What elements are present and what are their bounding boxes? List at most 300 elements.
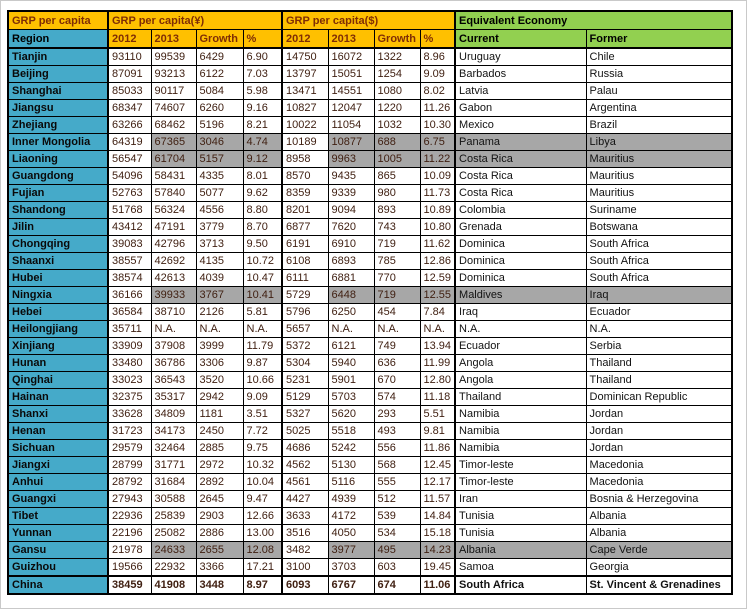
value-cell: 10.80 — [420, 219, 455, 236]
value-cell: 6111 — [282, 270, 328, 287]
value-cell: 11.86 — [420, 440, 455, 457]
table-row-heilongjiang — [8, 321, 732, 338]
region-cell: Chongqing — [8, 236, 108, 253]
value-cell: 12.45 — [420, 457, 455, 474]
value-cell: 3306 — [196, 355, 243, 372]
value-cell: 3767 — [196, 287, 243, 304]
economy-cell: Jordan — [586, 440, 732, 457]
value-cell: 1080 — [374, 83, 420, 100]
region-cell: Shanxi — [8, 406, 108, 423]
economy-cell: Albania — [586, 525, 732, 542]
value-cell: 9.12 — [243, 151, 282, 168]
value-cell: 4172 — [328, 508, 374, 525]
value-cell: 33023 — [108, 372, 151, 389]
value-cell: 31723 — [108, 423, 151, 440]
value-cell: 5242 — [328, 440, 374, 457]
value-cell: 7.72 — [243, 423, 282, 440]
value-cell: 6767 — [328, 576, 374, 594]
value-cell: 5.51 — [420, 406, 455, 423]
value-cell: 21978 — [108, 542, 151, 559]
economy-cell: Uruguay — [455, 48, 586, 66]
table-row-beijing — [8, 66, 732, 83]
economy-cell: Panama — [455, 134, 586, 151]
value-cell: 57840 — [151, 185, 196, 202]
column-header-2013-usd: 2013 — [328, 30, 374, 49]
value-cell: 5620 — [328, 406, 374, 423]
value-cell: 9094 — [328, 202, 374, 219]
value-cell: 8.01 — [243, 168, 282, 185]
value-cell: 2886 — [196, 525, 243, 542]
economy-cell: Dominica — [455, 270, 586, 287]
value-cell: 34809 — [151, 406, 196, 423]
economy-cell: Colombia — [455, 202, 586, 219]
value-cell: 12.80 — [420, 372, 455, 389]
value-cell: 770 — [374, 270, 420, 287]
economy-cell: Costa Rica — [455, 168, 586, 185]
value-cell: 43412 — [108, 219, 151, 236]
table-row-henan — [8, 423, 732, 440]
table-row-shanxi — [8, 406, 732, 423]
table-row-tibet — [8, 508, 732, 525]
value-cell: 11054 — [328, 117, 374, 134]
value-cell: 22196 — [108, 525, 151, 542]
value-cell: 93213 — [151, 66, 196, 83]
value-cell: 51768 — [108, 202, 151, 219]
value-cell: 17.21 — [243, 559, 282, 577]
value-cell: 674 — [374, 576, 420, 594]
value-cell: 10.72 — [243, 253, 282, 270]
economy-cell: Ecuador — [586, 304, 732, 321]
table-row-jilin — [8, 219, 732, 236]
column-header-growth-usd: Growth — [374, 30, 420, 49]
value-cell: 64319 — [108, 134, 151, 151]
column-header-2013-cny: 2013 — [151, 30, 196, 49]
region-cell: Shaanxi — [8, 253, 108, 270]
value-cell: 293 — [374, 406, 420, 423]
region-cell: Shanghai — [8, 83, 108, 100]
value-cell: 2892 — [196, 474, 243, 491]
value-cell: 12.86 — [420, 253, 455, 270]
value-cell: 38574 — [108, 270, 151, 287]
economy-cell: Maldives — [455, 287, 586, 304]
value-cell: 719 — [374, 287, 420, 304]
value-cell: 52763 — [108, 185, 151, 202]
economy-cell: Cape Verde — [586, 542, 732, 559]
economy-cell: Brazil — [586, 117, 732, 134]
value-cell: 495 — [374, 542, 420, 559]
region-cell: Ningxia — [8, 287, 108, 304]
value-cell: 556 — [374, 440, 420, 457]
value-cell: 5703 — [328, 389, 374, 406]
value-cell: 9.87 — [243, 355, 282, 372]
region-cell: Inner Mongolia — [8, 134, 108, 151]
value-cell: 5327 — [282, 406, 328, 423]
value-cell: 12.17 — [420, 474, 455, 491]
value-cell: 8.70 — [243, 219, 282, 236]
region-cell: China — [8, 576, 108, 594]
value-cell: 31684 — [151, 474, 196, 491]
value-cell: 10877 — [328, 134, 374, 151]
value-cell: 3977 — [328, 542, 374, 559]
value-cell: 8201 — [282, 202, 328, 219]
table-row-hainan — [8, 389, 732, 406]
value-cell: 12.55 — [420, 287, 455, 304]
group-header-equivalent-economy: Equivalent Economy — [455, 11, 732, 30]
value-cell: 14.84 — [420, 508, 455, 525]
value-cell: 38459 — [108, 576, 151, 594]
value-cell: 12.08 — [243, 542, 282, 559]
value-cell: 10.89 — [420, 202, 455, 219]
value-cell: 39083 — [108, 236, 151, 253]
value-cell: 534 — [374, 525, 420, 542]
value-cell: 9.09 — [243, 389, 282, 406]
economy-cell: Thailand — [586, 372, 732, 389]
value-cell: 3366 — [196, 559, 243, 577]
value-cell: 56547 — [108, 151, 151, 168]
value-cell: N.A. — [196, 321, 243, 338]
value-cell: 3046 — [196, 134, 243, 151]
table-row-gansu — [8, 542, 732, 559]
value-cell: 4939 — [328, 491, 374, 508]
value-cell: 29579 — [108, 440, 151, 457]
value-cell: 512 — [374, 491, 420, 508]
region-cell: Hunan — [8, 355, 108, 372]
value-cell: 5729 — [282, 287, 328, 304]
value-cell: 28799 — [108, 457, 151, 474]
value-cell: 11.57 — [420, 491, 455, 508]
value-cell: 14.23 — [420, 542, 455, 559]
value-cell: 11.62 — [420, 236, 455, 253]
value-cell: 670 — [374, 372, 420, 389]
value-cell: 4050 — [328, 525, 374, 542]
economy-cell: Thailand — [455, 389, 586, 406]
value-cell: 14750 — [282, 48, 328, 66]
region-cell: Shandong — [8, 202, 108, 219]
economy-cell: Palau — [586, 83, 732, 100]
value-cell: 5025 — [282, 423, 328, 440]
value-cell: 3516 — [282, 525, 328, 542]
value-cell: 6429 — [196, 48, 243, 66]
column-header-growth-cny: Growth — [196, 30, 243, 49]
table-row-hunan — [8, 355, 732, 372]
economy-cell: Mauritius — [586, 168, 732, 185]
group-header-grp-per-capita: GRP per capita($) — [282, 11, 455, 30]
value-cell: 2972 — [196, 457, 243, 474]
economy-cell: Timor-leste — [455, 457, 586, 474]
value-cell: 4561 — [282, 474, 328, 491]
table-row-shaanxi — [8, 253, 732, 270]
value-cell: 27943 — [108, 491, 151, 508]
economy-cell: Iraq — [455, 304, 586, 321]
value-cell: 5116 — [328, 474, 374, 491]
value-cell: 35317 — [151, 389, 196, 406]
column-header-pct-cny: % — [243, 30, 282, 49]
table-header — [8, 11, 732, 48]
value-cell: 6881 — [328, 270, 374, 287]
value-cell: 25082 — [151, 525, 196, 542]
value-cell: 3.51 — [243, 406, 282, 423]
value-cell: 6122 — [196, 66, 243, 83]
economy-cell: Dominica — [455, 236, 586, 253]
column-header-former: Former — [586, 30, 732, 49]
group-header-row — [8, 11, 732, 30]
value-cell: 8.02 — [420, 83, 455, 100]
value-cell: 42613 — [151, 270, 196, 287]
economy-cell: Macedonia — [586, 474, 732, 491]
value-cell: 493 — [374, 423, 420, 440]
value-cell: 36166 — [108, 287, 151, 304]
value-cell: N.A. — [151, 321, 196, 338]
economy-cell: Costa Rica — [455, 185, 586, 202]
economy-cell: Samoa — [455, 559, 586, 577]
value-cell: 12.59 — [420, 270, 455, 287]
value-cell: 54096 — [108, 168, 151, 185]
region-cell: Fujian — [8, 185, 108, 202]
value-cell: 12047 — [328, 100, 374, 117]
value-cell: 5657 — [282, 321, 328, 338]
economy-cell: Botswana — [586, 219, 732, 236]
value-cell: 11.22 — [420, 151, 455, 168]
value-cell: 14551 — [328, 83, 374, 100]
value-cell: 9.09 — [420, 66, 455, 83]
value-cell: 32464 — [151, 440, 196, 457]
value-cell: 5157 — [196, 151, 243, 168]
value-cell: 5.81 — [243, 304, 282, 321]
economy-cell: Russia — [586, 66, 732, 83]
value-cell: 2655 — [196, 542, 243, 559]
value-cell: N.A. — [328, 321, 374, 338]
value-cell: 13.00 — [243, 525, 282, 542]
table-row-xinjiang — [8, 338, 732, 355]
economy-cell: Georgia — [586, 559, 732, 577]
value-cell: 36786 — [151, 355, 196, 372]
value-cell: 4556 — [196, 202, 243, 219]
column-header-region: Region — [8, 30, 108, 49]
economy-cell: Mexico — [455, 117, 586, 134]
economy-cell: Namibia — [455, 423, 586, 440]
region-cell: Hebei — [8, 304, 108, 321]
table-row-jiangsu — [8, 100, 732, 117]
value-cell: 31771 — [151, 457, 196, 474]
region-cell: Heilongjiang — [8, 321, 108, 338]
value-cell: 61704 — [151, 151, 196, 168]
value-cell: 893 — [374, 202, 420, 219]
value-cell: 87091 — [108, 66, 151, 83]
region-cell: Anhui — [8, 474, 108, 491]
value-cell: 9963 — [328, 151, 374, 168]
economy-cell: Iraq — [586, 287, 732, 304]
economy-cell: Bosnia & Herzegovina — [586, 491, 732, 508]
value-cell: 9339 — [328, 185, 374, 202]
value-cell: 36543 — [151, 372, 196, 389]
value-cell: 568 — [374, 457, 420, 474]
value-cell: 6893 — [328, 253, 374, 270]
value-cell: 3520 — [196, 372, 243, 389]
value-cell: 4562 — [282, 457, 328, 474]
value-cell: 6448 — [328, 287, 374, 304]
table-row-inner-mongolia — [8, 134, 732, 151]
region-cell: Tibet — [8, 508, 108, 525]
value-cell: 1254 — [374, 66, 420, 83]
value-cell: 8.97 — [243, 576, 282, 594]
region-cell: Henan — [8, 423, 108, 440]
value-cell: 3482 — [282, 542, 328, 559]
value-cell: 10.32 — [243, 457, 282, 474]
value-cell: 1032 — [374, 117, 420, 134]
value-cell: 10.47 — [243, 270, 282, 287]
value-cell: 10.09 — [420, 168, 455, 185]
column-header-pct-usd: % — [420, 30, 455, 49]
economy-cell: Dominica — [455, 253, 586, 270]
value-cell: 67365 — [151, 134, 196, 151]
value-cell: N.A. — [420, 321, 455, 338]
value-cell: 9.75 — [243, 440, 282, 457]
economy-cell: Serbia — [586, 338, 732, 355]
economy-cell: Macedonia — [586, 457, 732, 474]
value-cell: 749 — [374, 338, 420, 355]
table-row-zhejiang — [8, 117, 732, 134]
value-cell: 6093 — [282, 576, 328, 594]
economy-cell: Albania — [586, 508, 732, 525]
region-cell: Qinghai — [8, 372, 108, 389]
value-cell: 4135 — [196, 253, 243, 270]
value-cell: 99539 — [151, 48, 196, 66]
value-cell: 58431 — [151, 168, 196, 185]
value-cell: 12.66 — [243, 508, 282, 525]
value-cell: 5231 — [282, 372, 328, 389]
value-cell: 32375 — [108, 389, 151, 406]
group-header-grp-per-capita: GRP per capita — [8, 11, 108, 30]
economy-cell: Mauritius — [586, 185, 732, 202]
economy-cell: Dominican Republic — [586, 389, 732, 406]
economy-cell: Mauritius — [586, 151, 732, 168]
region-cell: Guangxi — [8, 491, 108, 508]
value-cell: 8.96 — [420, 48, 455, 66]
value-cell: 8.80 — [243, 202, 282, 219]
table-row-hebei — [8, 304, 732, 321]
value-cell: 8359 — [282, 185, 328, 202]
value-cell: 1220 — [374, 100, 420, 117]
value-cell: 10.41 — [243, 287, 282, 304]
value-cell: 11.99 — [420, 355, 455, 372]
value-cell: 2885 — [196, 440, 243, 457]
value-cell: 9.81 — [420, 423, 455, 440]
region-cell: Tianjin — [8, 48, 108, 66]
value-cell: 11.26 — [420, 100, 455, 117]
economy-cell: Chile — [586, 48, 732, 66]
value-cell: 35711 — [108, 321, 151, 338]
value-cell: 454 — [374, 304, 420, 321]
column-header-2012-usd: 2012 — [282, 30, 328, 49]
value-cell: 6121 — [328, 338, 374, 355]
region-cell: Gansu — [8, 542, 108, 559]
table-body — [8, 48, 732, 594]
value-cell: 11.73 — [420, 185, 455, 202]
region-cell: Yunnan — [8, 525, 108, 542]
grp-per-capita-table — [7, 10, 733, 595]
economy-cell: Tunisia — [455, 508, 586, 525]
value-cell: 3633 — [282, 508, 328, 525]
value-cell: 30588 — [151, 491, 196, 508]
value-cell: 16072 — [328, 48, 374, 66]
value-cell: 3713 — [196, 236, 243, 253]
value-cell: 7.84 — [420, 304, 455, 321]
value-cell: 5077 — [196, 185, 243, 202]
value-cell: 5940 — [328, 355, 374, 372]
region-cell: Hainan — [8, 389, 108, 406]
value-cell: 93110 — [108, 48, 151, 66]
table-row-shanghai — [8, 83, 732, 100]
value-cell: 56324 — [151, 202, 196, 219]
economy-cell: Costa Rica — [455, 151, 586, 168]
value-cell: 5518 — [328, 423, 374, 440]
table-row-tianjin — [8, 48, 732, 66]
value-cell: 4.74 — [243, 134, 282, 151]
value-cell: N.A. — [243, 321, 282, 338]
region-cell: Guizhou — [8, 559, 108, 577]
value-cell: 574 — [374, 389, 420, 406]
value-cell: 36584 — [108, 304, 151, 321]
value-cell: 5796 — [282, 304, 328, 321]
value-cell: 9.62 — [243, 185, 282, 202]
table-row-yunnan — [8, 525, 732, 542]
value-cell: 555 — [374, 474, 420, 491]
economy-cell: South Africa — [455, 576, 586, 594]
value-cell: 6250 — [328, 304, 374, 321]
region-cell: Xinjiang — [8, 338, 108, 355]
column-header-row — [8, 30, 732, 49]
value-cell: 38557 — [108, 253, 151, 270]
value-cell: 85033 — [108, 83, 151, 100]
economy-cell: St. Vincent & Grenadines — [586, 576, 732, 594]
region-cell: Jiangxi — [8, 457, 108, 474]
value-cell: 41908 — [151, 576, 196, 594]
value-cell: 63266 — [108, 117, 151, 134]
value-cell: 24633 — [151, 542, 196, 559]
economy-cell: Angola — [455, 372, 586, 389]
economy-cell: Libya — [586, 134, 732, 151]
value-cell: 38710 — [151, 304, 196, 321]
economy-cell: Jordan — [586, 423, 732, 440]
value-cell: 10.66 — [243, 372, 282, 389]
table-row-hubei — [8, 270, 732, 287]
value-cell: 2645 — [196, 491, 243, 508]
value-cell: 4335 — [196, 168, 243, 185]
value-cell: 743 — [374, 219, 420, 236]
region-cell: Jiangsu — [8, 100, 108, 117]
column-header-current: Current — [455, 30, 586, 49]
table-row-guangdong — [8, 168, 732, 185]
economy-cell: Barbados — [455, 66, 586, 83]
value-cell: 10189 — [282, 134, 328, 151]
value-cell: 3703 — [328, 559, 374, 577]
region-cell: Zhejiang — [8, 117, 108, 134]
value-cell: 25839 — [151, 508, 196, 525]
value-cell: 10.04 — [243, 474, 282, 491]
value-cell: 11.06 — [420, 576, 455, 594]
value-cell: 10022 — [282, 117, 328, 134]
region-cell: Guangdong — [8, 168, 108, 185]
value-cell: 74607 — [151, 100, 196, 117]
group-header-grp-per-capita: GRP per capita(¥) — [108, 11, 282, 30]
value-cell: 15051 — [328, 66, 374, 83]
value-cell: 10827 — [282, 100, 328, 117]
value-cell: 13.94 — [420, 338, 455, 355]
economy-cell: Iran — [455, 491, 586, 508]
economy-cell: Timor-leste — [455, 474, 586, 491]
value-cell: 15.18 — [420, 525, 455, 542]
economy-cell: Gabon — [455, 100, 586, 117]
